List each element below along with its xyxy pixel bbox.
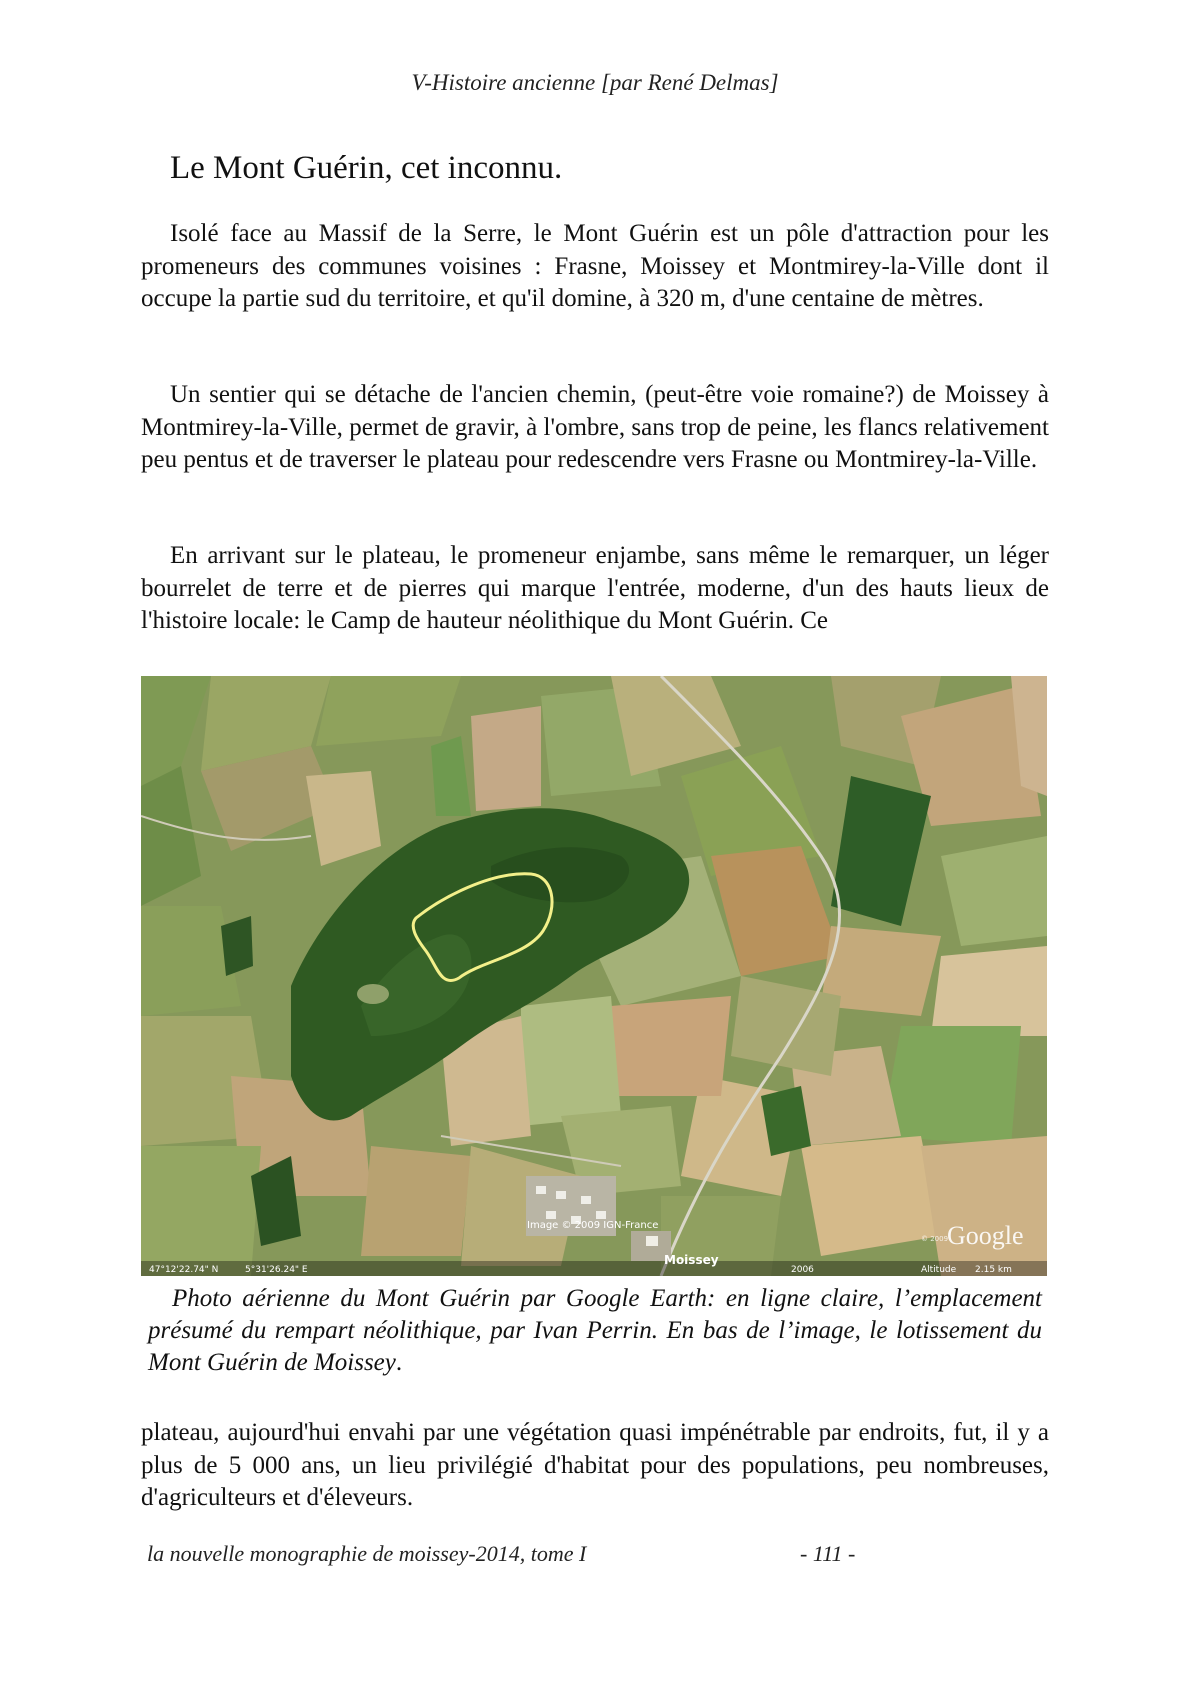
article-title: Le Mont Guérin, cet inconnu. [170, 150, 563, 186]
footer-publication: la nouvelle monographie de moissey-2014, tome I [147, 1541, 587, 1566]
google-logo: Google [947, 1221, 1024, 1250]
paragraph-continuation: plateau, aujourd'hui envahi par une végétation quasi impénétrable par endroits, fut, il y a plus de 5 000 ans, un lieu privilégié d'habitat pour des populations, peu nombreuses, d'agriculteurs et d'éleveurs. [141, 1419, 1049, 1511]
paragraph-plateau-entry: En arrivant sur le plateau, le promeneur enjambe, sans même le remarquer, un léger bourrelet de terre et de pierres qui marque l'entrée, moderne, d'un des hauts lieux de l'histoire locale: le Camp de hauteur néolithique du Mont Guérin. Ce [141, 542, 1049, 634]
running-header: V-Histoire ancienne [par René Delmas] [411, 70, 779, 95]
aerial-photo [141, 676, 1047, 1276]
altitude-value: 2.15 km [975, 1265, 1012, 1275]
imagery-year: 2006 [791, 1265, 814, 1275]
caption-text: Photo aérienne du Mont Guérin par Google Earth: en ligne claire, l’emplacement présumé du rempart néolithique, par Ivan Perrin. En bas de l’image, le lotissement du Mont Guérin de Moissey [148, 1285, 1042, 1376]
coords-lon: 5°31'26.24" E [245, 1265, 308, 1275]
altitude-label: Altitude [921, 1265, 957, 1275]
page-number: - 111 - [800, 1541, 856, 1566]
brand-small: © 2009 [921, 1235, 949, 1243]
coords-lat: 47°12'22.74" N [149, 1265, 219, 1275]
place-label: Moissey [664, 1253, 719, 1267]
imagery-credit: Image © 2009 IGN-France [527, 1220, 659, 1231]
paragraph-path: Un sentier qui se détache de l'ancien chemin, (peut-être voie romaine?) de Moissey à Montmirey-la-Ville, permet de gravir, à l'ombre, sans trop de peine, les flancs relativement peu pentus et de traverser le plateau pour redescendre vers Frasne ou Montmirey-la-Ville. [141, 381, 1049, 473]
paragraph-intro: Isolé face au Massif de la Serre, le Mont Guérin est un pôle d'attraction pour les promeneurs des communes voisines : Frasne, Moissey et Montmirey-la-Ville dont il occupe la partie sud du territoire, et qu'il domine, à 320 m, d'une centaine de mètres. [141, 220, 1049, 312]
figure-caption [148, 1283, 1042, 1379]
caption-end: . [395, 1349, 403, 1376]
